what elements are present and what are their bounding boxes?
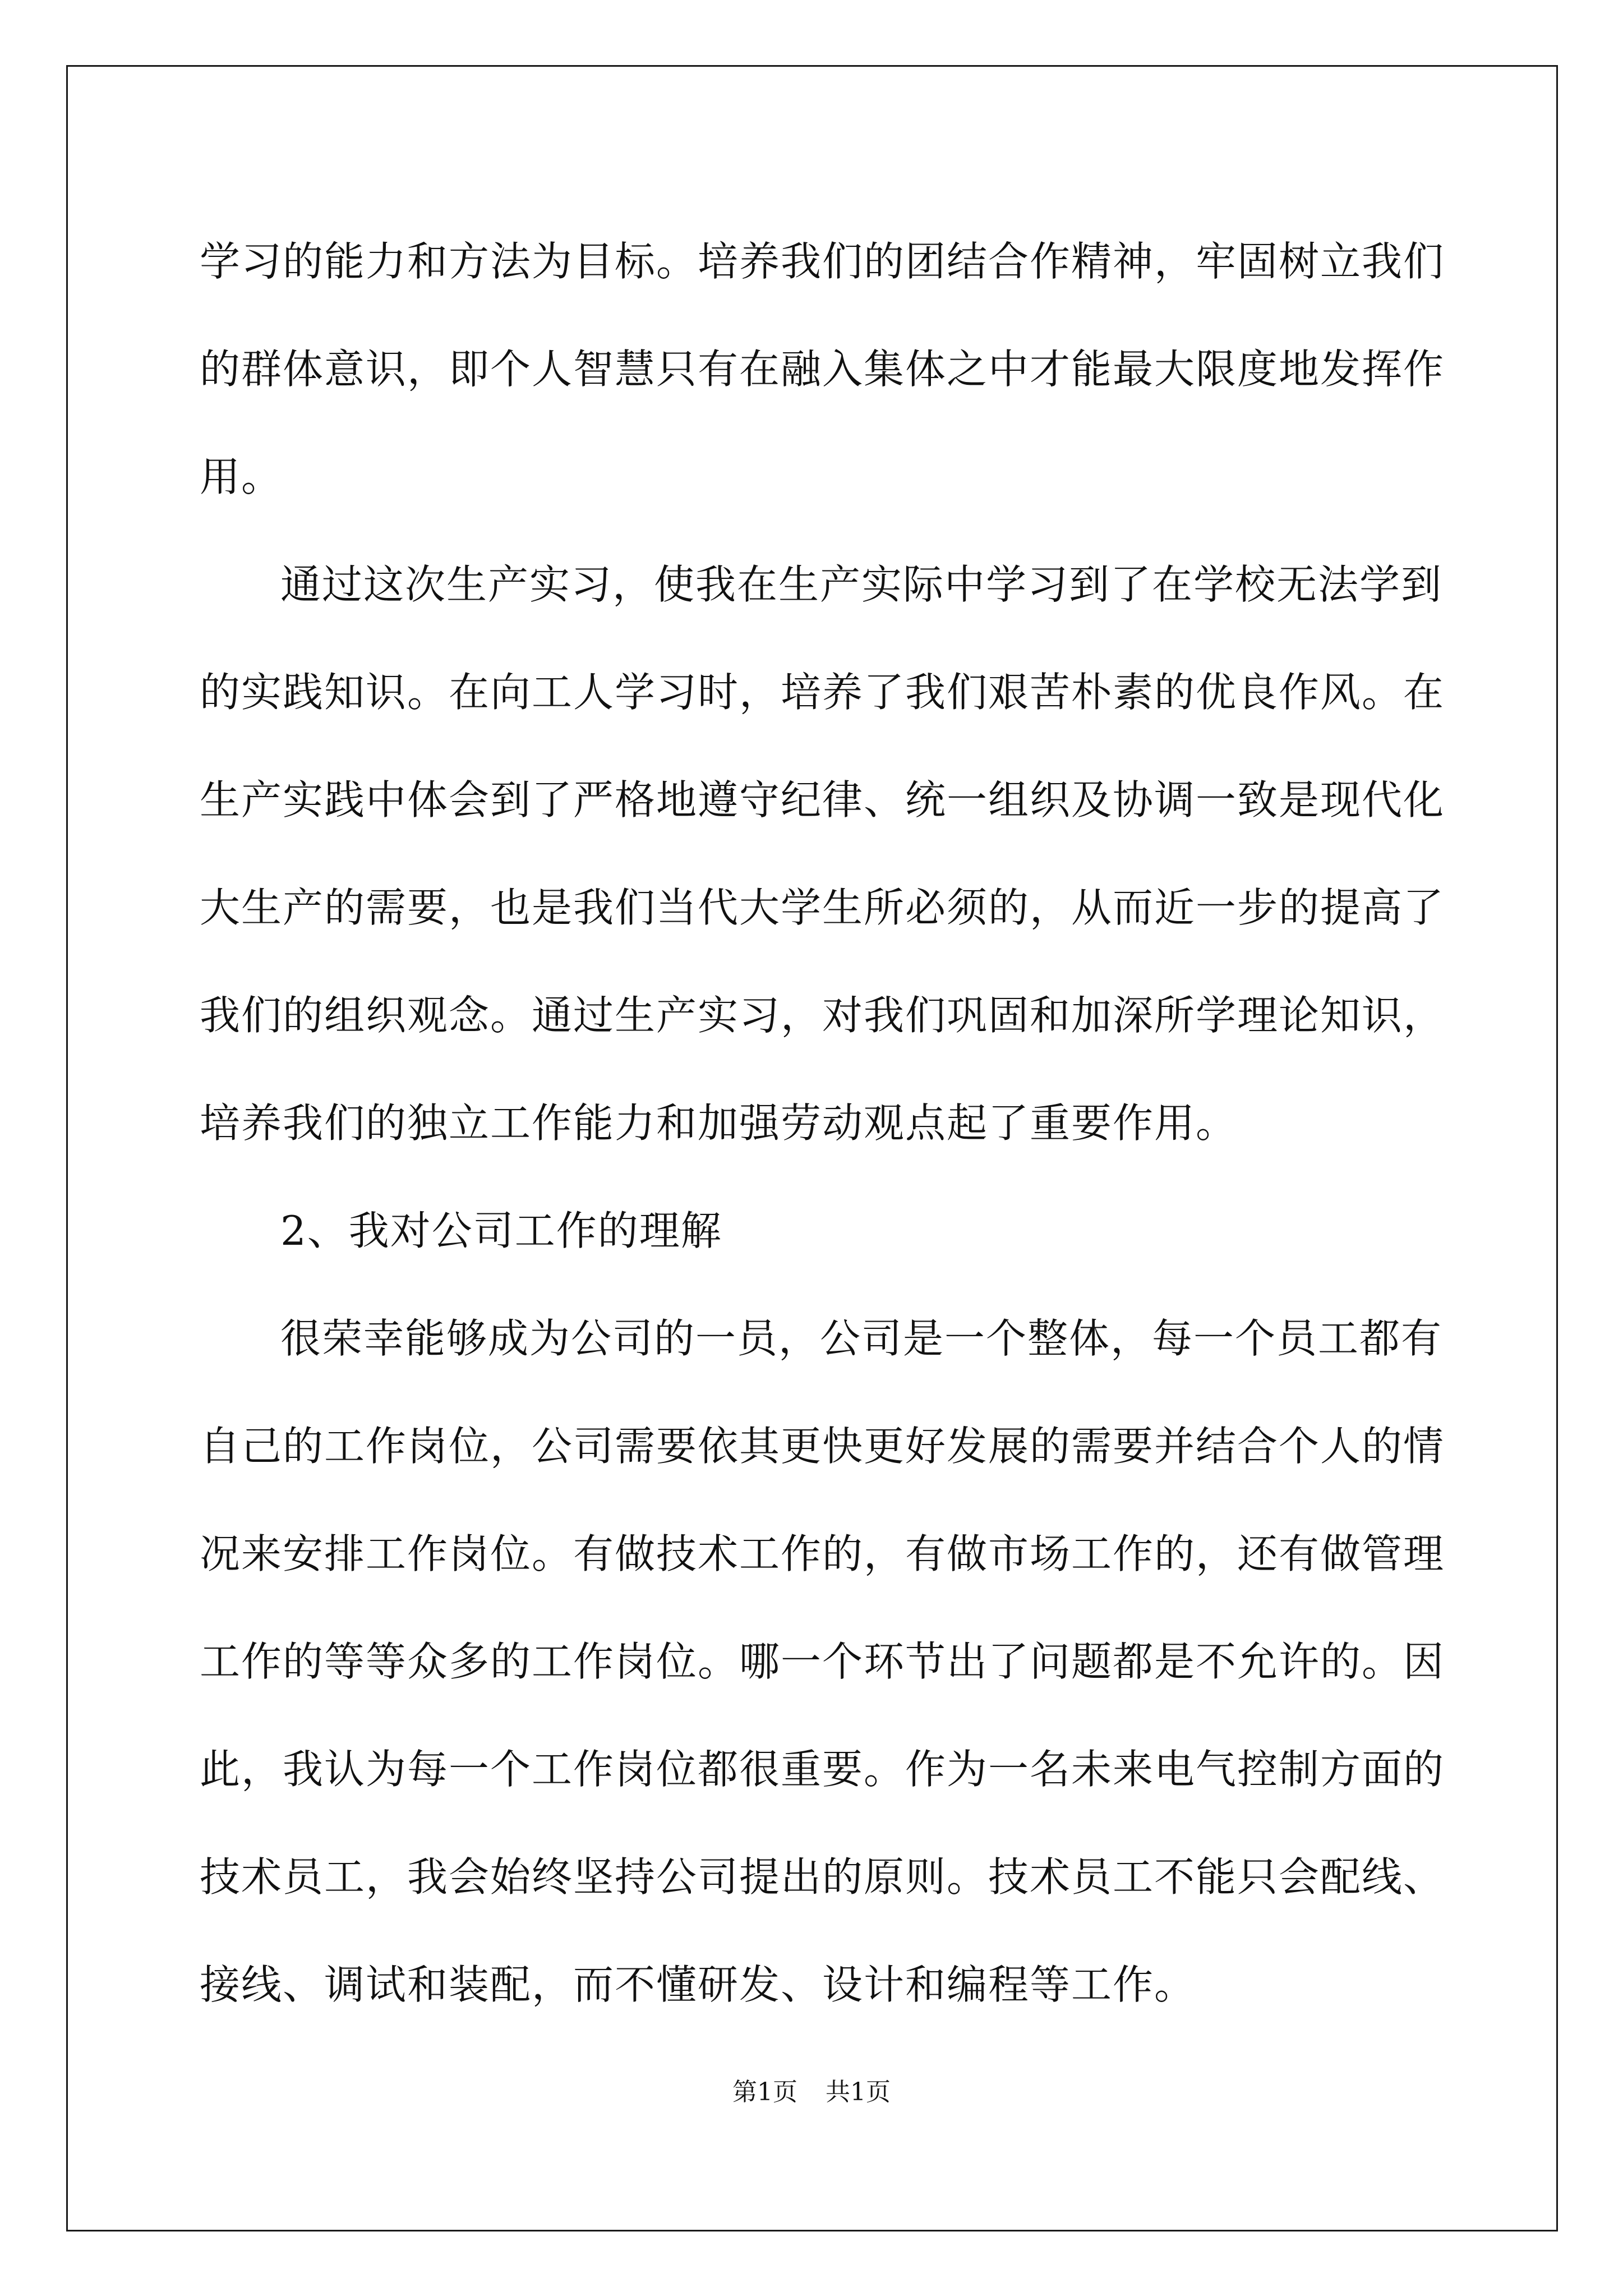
text-line: 的群体意识，即个人智慧只有在融入集体之中才能最大限度地发挥作 [200, 346, 1445, 393]
text-line: 自己的工作岗位，公司需要依其更快更好发展的需要并结合个人的情 [200, 1423, 1445, 1470]
section-heading: 2、我对公司工作的理解 [280, 1207, 722, 1254]
text-line: 工作的等等众多的工作岗位。哪一个环节出了问题都是不允许的。因 [200, 1638, 1445, 1685]
text-line: 接线、调试和装配，而不懂研发、设计和编程等工作。 [200, 1961, 1196, 2008]
page-number-total: 共1页 [826, 2078, 891, 2106]
text-line: 生产实践中体会到了严格地遵守纪律、统一组织及协调一致是现代化 [200, 776, 1445, 823]
text-line: 学习的能力和方法为目标。培养我们的团结合作精神，牢固树立我们 [200, 238, 1445, 285]
text-line: 我们的组织观念。通过生产实习，对我们巩固和加深所学理论知识， [200, 992, 1445, 1039]
page-number-current: 第1页 [732, 2078, 797, 2106]
text-line: 技术员工，我会始终坚持公司提出的原则。技术员工不能只会配线、 [200, 1853, 1445, 1901]
paragraph-first-line: 很荣幸能够成为公司的一员，公司是一个整体，每一个员工都有 [280, 1315, 1443, 1362]
page-footer [0, 2076, 1623, 2109]
document-body [200, 208, 1445, 2039]
text-line: 大生产的需要，也是我们当代大学生所必须的，从而近一步的提高了 [200, 884, 1445, 931]
text-line: 的实践知识。在向工人学习时，培养了我们艰苦朴素的优良作风。在 [200, 669, 1445, 716]
text-line: 培养我们的独立工作能力和加强劳动观点起了重要作用。 [200, 1099, 1238, 1147]
text-line: 此，我认为每一个工作岗位都很重要。作为一名未来电气控制方面的 [200, 1746, 1445, 1793]
text-line: 用。 [200, 453, 283, 500]
text-line: 况来安排工作岗位。有做技术工作的，有做市场工作的，还有做管理 [200, 1530, 1445, 1577]
paragraph-first-line: 通过这次生产实习，使我在生产实际中学习到了在学校无法学到 [280, 561, 1443, 608]
